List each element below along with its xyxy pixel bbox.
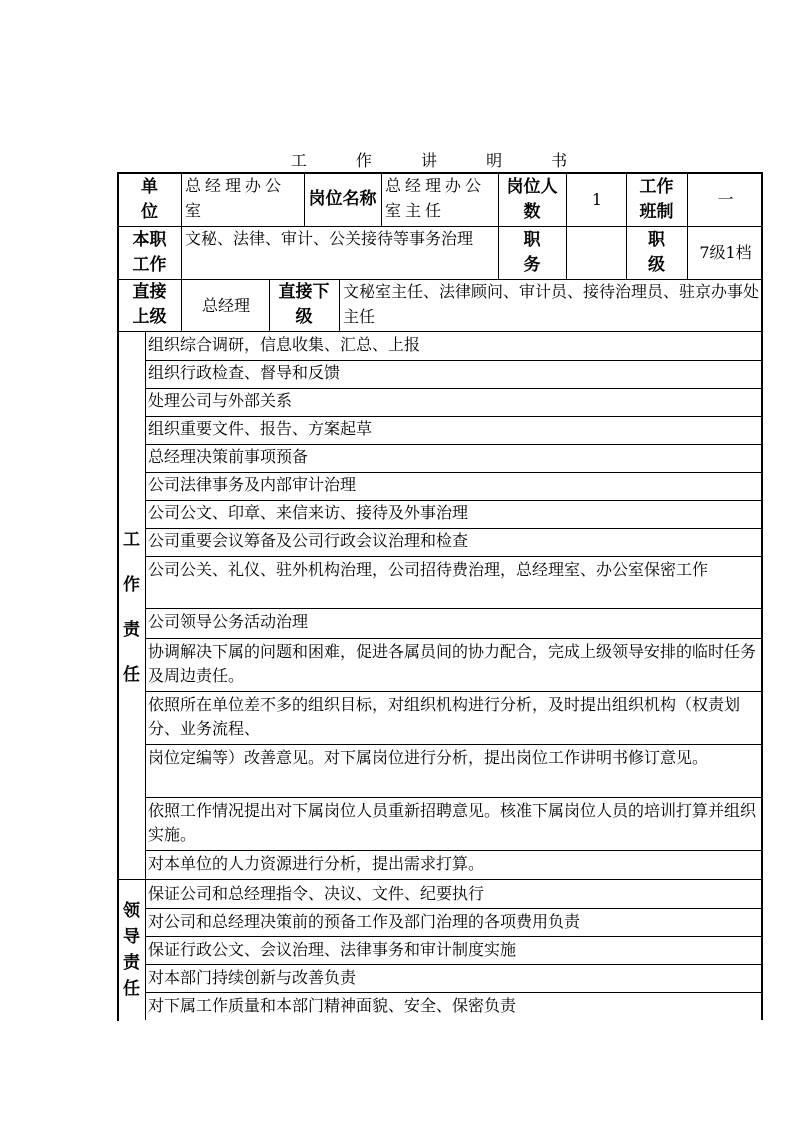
column-divider xyxy=(339,279,340,331)
column-divider xyxy=(566,173,567,226)
item-divider xyxy=(145,472,762,473)
grade-label: 职级 xyxy=(648,229,665,275)
column-divider xyxy=(498,173,499,226)
item-divider xyxy=(145,691,762,692)
item-divider xyxy=(145,528,762,529)
item-divider xyxy=(145,416,762,417)
section-divider xyxy=(118,879,762,880)
work-item: 公司重要会议筹备及公司行政会议治理和检查 xyxy=(148,531,469,550)
column-divider xyxy=(687,173,688,226)
superior-value: 总经理 xyxy=(201,295,250,315)
column-divider xyxy=(181,226,182,279)
work-item: 协调解决下属的问题和困难，促进各属员间的协力配合，完成上级领导安排的临时任务及周边责任。 xyxy=(148,642,757,685)
work-item: 依照工作情况提出对下属岗位人员重新招聘意见。核准下属岗位人员的培训打算并组织实施。 xyxy=(148,801,757,844)
row-divider xyxy=(118,331,762,332)
item-divider xyxy=(145,850,762,851)
row-divider xyxy=(118,226,762,227)
unit-label: 单位 xyxy=(141,176,158,222)
duty-value xyxy=(566,226,626,279)
leadership-item: 保证公司和总经理指令、决议、文件、纪要执行 xyxy=(148,884,485,903)
leadership-item: 对公司和总经理决策前的预备工作及部门治理的各项费用负责 xyxy=(148,912,581,931)
work-item: 岗位定编等）改善意见。对下属岗位进行分析，提出岗位工作讲明书修订意见。 xyxy=(148,748,709,767)
label-char: 任 xyxy=(123,665,140,685)
label-char: 责 xyxy=(123,620,140,640)
subordinate-label: 直接下级 xyxy=(278,282,330,327)
column-divider xyxy=(626,173,627,226)
item-divider xyxy=(145,797,762,798)
column-divider xyxy=(626,226,627,279)
dept-work-value: 文秘、法律、审计、公关接待等事务治理 xyxy=(185,229,474,248)
work-item: 公司法律事务及内部审计治理 xyxy=(148,475,357,494)
item-divider xyxy=(145,444,762,445)
duty-label: 职务 xyxy=(523,229,541,275)
item-divider xyxy=(145,388,762,389)
work-item: 处理公司与外部关系 xyxy=(148,391,293,410)
leadership-item: 对本部门持续创新与改善负责 xyxy=(148,968,357,987)
position-name-label: 岗位名称 xyxy=(308,189,377,209)
item-divider xyxy=(145,908,762,909)
work-item: 组织行政检查、督导和反馈 xyxy=(148,363,341,382)
column-divider xyxy=(181,279,182,331)
work-item: 组织重要文件、报告、方案起草 xyxy=(148,419,373,438)
column-divider xyxy=(566,226,567,279)
unit-value: 总经理办公室 xyxy=(185,176,286,220)
item-divider xyxy=(145,556,762,557)
column-divider xyxy=(304,173,305,226)
label-char: 工 xyxy=(123,530,140,550)
item-divider xyxy=(145,964,762,965)
shift-value: 一 xyxy=(717,190,734,209)
superior-label: 直接上级 xyxy=(132,282,167,327)
label-char: 责 xyxy=(123,952,140,973)
item-divider xyxy=(145,992,762,993)
label-char: 作 xyxy=(123,575,140,595)
shift-label: 工作班制 xyxy=(639,176,674,222)
label-char: 导 xyxy=(123,926,140,947)
table-border xyxy=(117,172,763,174)
leadership-item: 对下属工作质量和本部门精神面貌、安全、保密负责 xyxy=(148,996,517,1015)
leadership-responsibility-label xyxy=(118,879,145,1020)
item-divider xyxy=(145,936,762,937)
column-divider xyxy=(687,226,688,279)
item-divider xyxy=(145,500,762,501)
work-responsibility-label xyxy=(118,331,145,879)
headcount-value: 1 xyxy=(591,190,603,209)
work-item: 组织综合调研，信息收集、汇总、上报 xyxy=(148,335,421,354)
item-divider xyxy=(145,360,762,361)
work-item: 公司公关、礼仪、驻外机构治理，公司招待费治理，总经理室、办公室保密工作 xyxy=(148,560,709,579)
work-item: 公司领导公务活动治理 xyxy=(148,612,309,631)
item-divider xyxy=(145,608,762,609)
label-char: 任 xyxy=(123,978,140,999)
column-divider xyxy=(269,279,270,331)
work-item: 依照所在单位差不多的组织目标，对组织机构进行分析，及时提出组织机构（权责划分、业务流程、 xyxy=(148,695,741,738)
row-divider xyxy=(118,279,762,280)
dept-work-label: 本职工作 xyxy=(132,229,167,275)
column-divider xyxy=(181,173,182,226)
work-item: 公司公文、印章、来信来访、接待及外事治理 xyxy=(148,503,469,522)
work-item: 对本单位的人力资源进行分析，提出需求打算。 xyxy=(148,854,485,873)
leadership-item: 保证行政公文、会议治理、法律事务和审计制度实施 xyxy=(148,940,517,959)
work-item: 总经理决策前事项预备 xyxy=(148,447,309,466)
column-divider xyxy=(145,331,146,1020)
table-border xyxy=(117,172,119,1021)
headcount-label: 岗位人数 xyxy=(506,176,558,222)
column-divider xyxy=(381,173,382,226)
subordinate-value: 文秘室主任、法律顾问、审计员、接待治理员、驻京办事处主任 xyxy=(343,282,760,326)
document-title: 工 作 讲 明 书 xyxy=(290,151,590,170)
item-divider xyxy=(145,744,762,745)
label-char: 领 xyxy=(123,900,140,921)
position-name-value: 总经理办公室主任 xyxy=(385,176,486,220)
item-divider xyxy=(145,638,762,639)
column-divider xyxy=(498,226,499,279)
table-border xyxy=(761,172,763,1020)
grade-value: 7级1档 xyxy=(699,243,752,262)
